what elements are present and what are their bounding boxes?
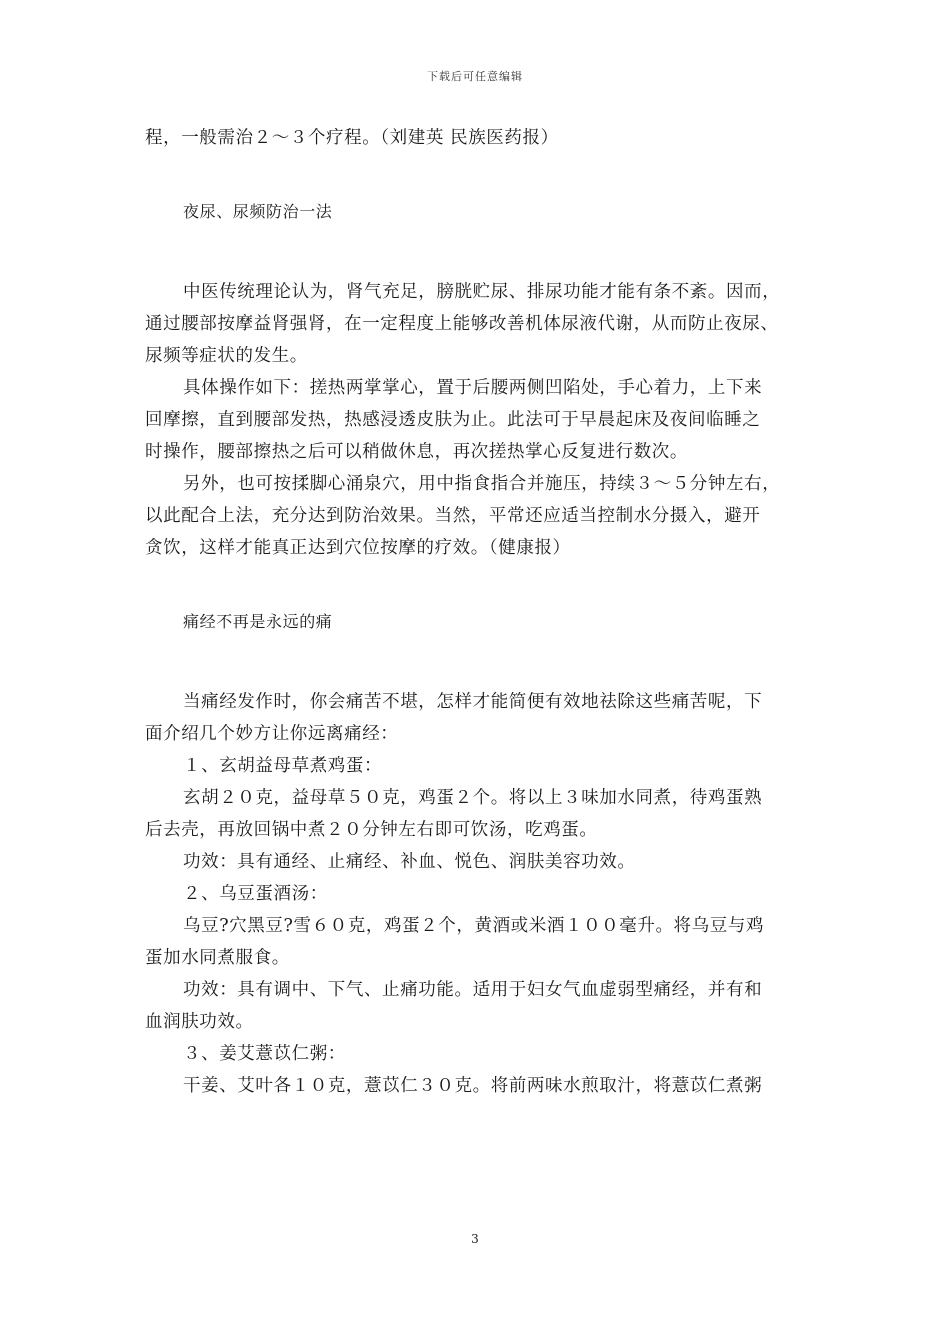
text-line: 蛋加水同煮服食。 bbox=[145, 948, 290, 968]
recipe-title: ２、乌豆蛋酒汤： bbox=[183, 884, 328, 904]
spacer bbox=[145, 638, 815, 686]
text-line: 乌豆?穴黑豆?雪６０克，鸡蛋２个，黄酒或米酒１００毫升。将乌豆与鸡 bbox=[183, 916, 765, 936]
spacer bbox=[145, 564, 815, 606]
text-line: 干姜、艾叶各１０克，薏苡仁３０克。将前两味水煎取汁，将薏苡仁煮粥 bbox=[183, 1076, 763, 1096]
text-line: 当痛经发作时，你会痛苦不堪，怎样才能简便有效地祛除这些痛苦呢，下 bbox=[183, 692, 763, 712]
text-line: 时操作，腰部擦热之后可以稍做休息，再次搓热掌心反复进行数次。 bbox=[145, 442, 688, 462]
text-line: 后去壳，再放回锅中煮２０分钟左右即可饮汤，吃鸡蛋。 bbox=[145, 820, 598, 840]
text-line: 回摩擦，直到腰部发热，热感浸透皮肤为止。此法可于早晨起床及夜间临睡之 bbox=[145, 410, 761, 430]
text-line: 贪饮，这样才能真正达到穴位按摩的疗效。（健康报） bbox=[145, 538, 571, 558]
text-line: 具体操作如下：搓热两掌掌心，置于后腰两侧凹陷处，手心着力，上下来 bbox=[183, 378, 763, 398]
text-line: 另外，也可按揉脚心涌泉穴，用中指食指合并施压，持续３～５分钟左右， bbox=[183, 474, 781, 494]
text-line: 尿频等症状的发生。 bbox=[145, 346, 308, 366]
text-line: 面介绍几个妙方让你远离痛经： bbox=[145, 724, 399, 744]
document-body bbox=[145, 122, 815, 1102]
text-line: 通过腰部按摩益肾强肾，在一定程度上能够改善机体尿液代谢，从而防止夜尿、 bbox=[145, 314, 779, 334]
text-line: 功效：具有调中、下气、止痛功能。适用于妇女气血虚弱型痛经，并有和 bbox=[183, 980, 763, 1000]
spacer bbox=[145, 154, 815, 196]
text-line: 血润肤功效。 bbox=[145, 1012, 254, 1032]
text-line: 功效：具有通经、止痛经、补血、悦色、润肤美容功效。 bbox=[183, 852, 636, 872]
text-line: 玄胡２０克，益母草５０克，鸡蛋２个。将以上３味加水同煮，待鸡蛋熟 bbox=[183, 788, 763, 808]
text-line: 程，一般需治２～３个疗程。（刘建英 民族医药报） bbox=[145, 128, 559, 148]
page-number: 3 bbox=[471, 1232, 479, 1246]
recipe-title: １、玄胡益母草煮鸡蛋： bbox=[183, 756, 383, 776]
section-title: 痛经不再是永远的痛 bbox=[183, 612, 333, 631]
page-header: 下载后可任意编辑 bbox=[427, 70, 523, 83]
section-title: 夜尿、尿频防治一法 bbox=[183, 202, 333, 221]
text-line: 以此配合上法，充分达到防治效果。当然，平常还应适当控制水分摄入，避开 bbox=[145, 506, 761, 526]
spacer bbox=[145, 228, 815, 276]
text-line: 中医传统理论认为，肾气充足，膀胱贮尿、排尿功能才能有条不紊。因而， bbox=[183, 282, 781, 302]
recipe-title: ３、姜艾薏苡仁粥： bbox=[183, 1044, 346, 1064]
